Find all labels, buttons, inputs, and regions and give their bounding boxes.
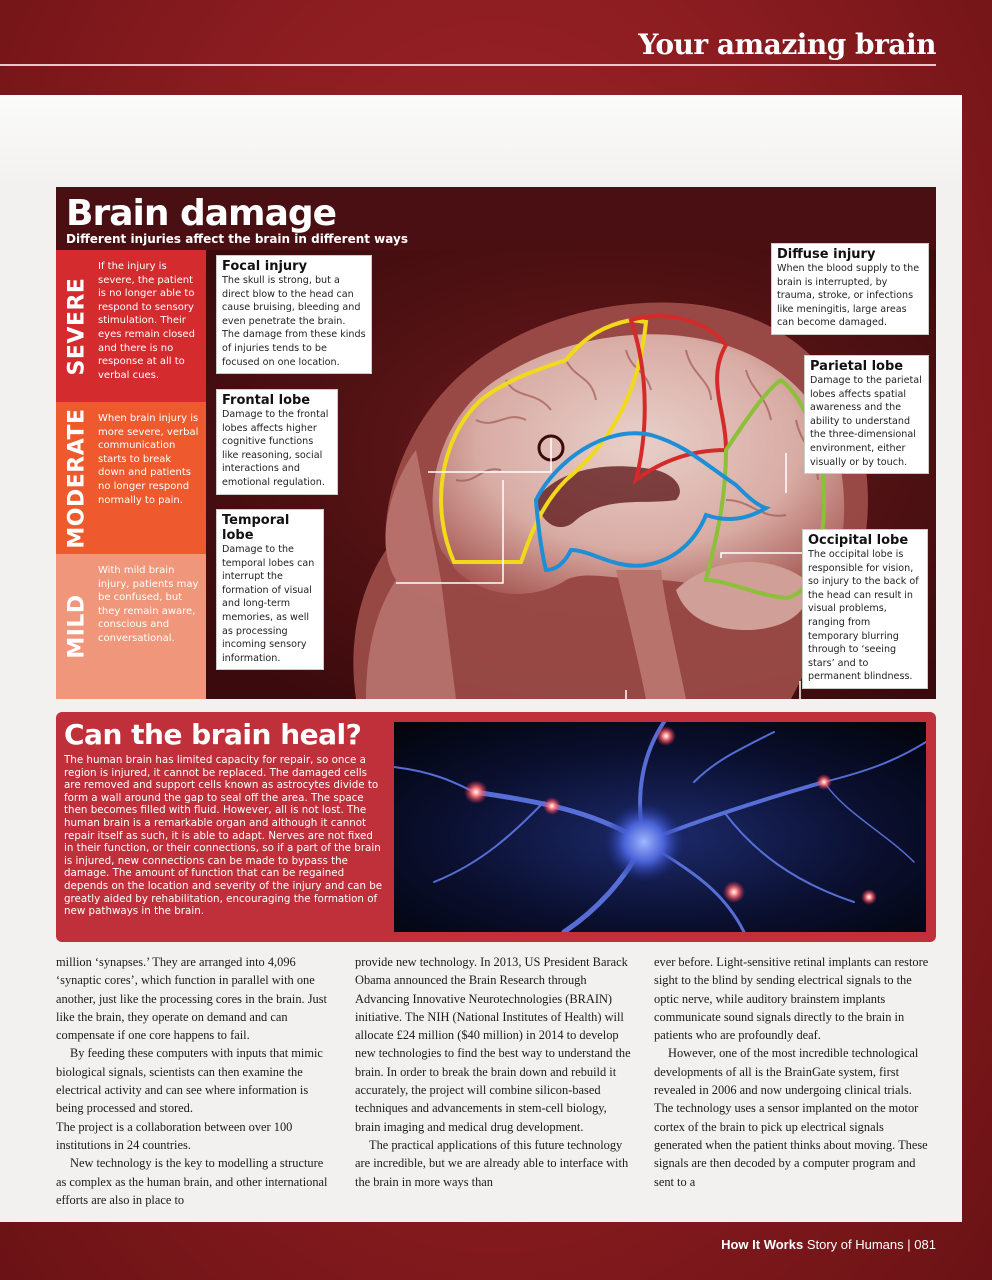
callout-text: Damage to the temporal lobes can interrupt the formation of visual and long-term memories, as well as processing incoming sensory information. [222, 544, 315, 664]
paragraph: However, one of the most incredible technological developments of all is the BrainGate system, first revealed in 2006 and now undergoing clinical trials. The technology uses a sensor implanted on the motor cortex of the brain to pick up electrical signals generated when the patient thinks about moving. These signals are then decoded by a computer program and sent to a [654, 1046, 928, 1189]
paragraph: The practical applications of this future technology are incredible, but we are already able to interface with the brain in more ways than [355, 1137, 629, 1189]
page-footer [721, 1237, 936, 1252]
callout-title: Focal injury [222, 259, 308, 274]
callout-title: Temporal lobe [222, 513, 290, 543]
article-column-1 [56, 953, 334, 1209]
severity-label: SEVERE [64, 277, 90, 375]
callout-text: Damage to the parietal lobes affects spatial awareness and the ability to understand the three-dimensional environment, either visually or by touch. [810, 375, 922, 468]
severity-moderate [56, 402, 206, 554]
brain-heal-body: The human brain has limited capacity for repair, so once a region is injured, it cannot be replaced. The damaged cells are removed and support cells known as astrocytes divide to form a wall around the gap to seal off the area. The space then becomes filled with fluid. However, all is not lost. The human brain is a remarkable organ and although it cannot repair itself as such, it is able to adapt. Nerves are not fixed in their function, or their connections, so if a part of the brain is injured, new connections can be made to bypass the damage. The amount of function that can be regained depends on the location and severity of the injury and can be greatly aided by rehabilitation, encouraging the formation of new pathways in the brain. [64, 754, 383, 918]
article-column-3 [654, 953, 932, 1191]
article-column-2 [355, 953, 633, 1191]
issue-name: Story of Humans [806, 1237, 904, 1252]
callout-title: Occipital lobe [808, 533, 909, 548]
paragraph: New technology is the key to modelling a structure as complex as the human brain, and other international efforts are also in place to [56, 1156, 328, 1207]
page-number: 081 [914, 1237, 936, 1252]
paragraph: The project is a collaboration between over 100 institutions in 24 countries. [56, 1119, 293, 1152]
callout-focal-injury [216, 255, 372, 374]
paragraph: million ‘synapses.’ They are arranged into 4,096 ‘synaptic cores’, which function in parallel with one another, just like the processing cores in the brain. Just like the brain, they operate on demand and can compensate if one core happens to fail. [56, 955, 328, 1043]
paragraph: By feeding these computers with inputs that mimic biological signals, scientists can then examine the electrical activity and can see where information is being processed and stored. [56, 1046, 323, 1116]
magazine-name: How It Works [721, 1237, 804, 1252]
header-rule [0, 64, 936, 66]
severity-description: If the injury is severe, the patient is no longer able to respond to sensory stimulation. Their eyes remain closed and there is no response at all to verbal cues. [98, 261, 195, 381]
brain-damage-panel [56, 187, 936, 699]
callout-text: Damage to the frontal lobes affects higher cognitive functions like reasoning, social interactions and emotional regulation. [222, 409, 329, 488]
severity-description: When brain injury is more severe, verbal communication starts to break down and patients no longer respond normally to pain. [98, 413, 199, 506]
neuron-photo [394, 722, 926, 932]
brain-damage-subtitle: Different injuries affect the brain in different ways [66, 232, 408, 246]
severity-description: With mild brain injury, patients may be confused, but they remain aware, conscious and conversational. [98, 565, 199, 644]
callout-occipital-lobe [802, 529, 928, 689]
severity-label: MODERATE [64, 407, 90, 549]
callout-text: The skull is strong, but a direct blow to the head can cause bruising, bleeding and even penetrate the brain. The damage from these kinds of injuries tends to be focused on one location. [222, 275, 366, 368]
severity-severe [56, 250, 206, 402]
callout-diffuse-injury [771, 243, 929, 335]
severity-label: MILD [64, 594, 90, 659]
callout-text: The occipital lobe is responsible for vision, so injury to the back of the head can result in visual problems, ranging from temporary blurring through to ‘seeing stars’ and to permanent blindness. [808, 549, 919, 683]
brain-damage-title: Brain damage [66, 193, 337, 234]
footer-separator: | [907, 1237, 911, 1252]
callout-text: When the blood supply to the brain is interrupted, by trauma, stroke, or infections like meningitis, large areas can become damaged. [777, 263, 920, 329]
callout-title: Frontal lobe [222, 393, 311, 408]
callout-title: Diffuse injury [777, 247, 876, 262]
callout-frontal-lobe [216, 389, 338, 495]
callout-parietal-lobe [804, 355, 929, 474]
callout-temporal-lobe [216, 509, 324, 670]
callout-title: Parietal lobe [810, 359, 904, 374]
brain-heal-title: Can the brain heal? [64, 718, 362, 751]
severity-mild [56, 554, 206, 699]
paragraph: provide new technology. In 2013, US President Barack Obama announced the Brain Research through Advancing Innovative Neurotechnologies (BRAIN) initiative. The NIH (National Institutes of Health) will allocate £24 million ($40 million) in 2014 to develop new technologies to find the best way to understand the brain. In order to break the brain down and rebuild it accurately, the project will combine silicon-based techniques and advancements in stem-cell biology, brain imaging and medical drug development. [355, 955, 631, 1134]
brain-heal-panel [56, 712, 936, 942]
paragraph: ever before. Light-sensitive retinal implants can restore sight to the blind by sending electrical signals to the optic nerve, while auditory brainstem implants communicate sound signals directly to the brain in patients who are profoundly deaf. [654, 955, 929, 1043]
section-title: Your amazing brain [638, 28, 936, 61]
